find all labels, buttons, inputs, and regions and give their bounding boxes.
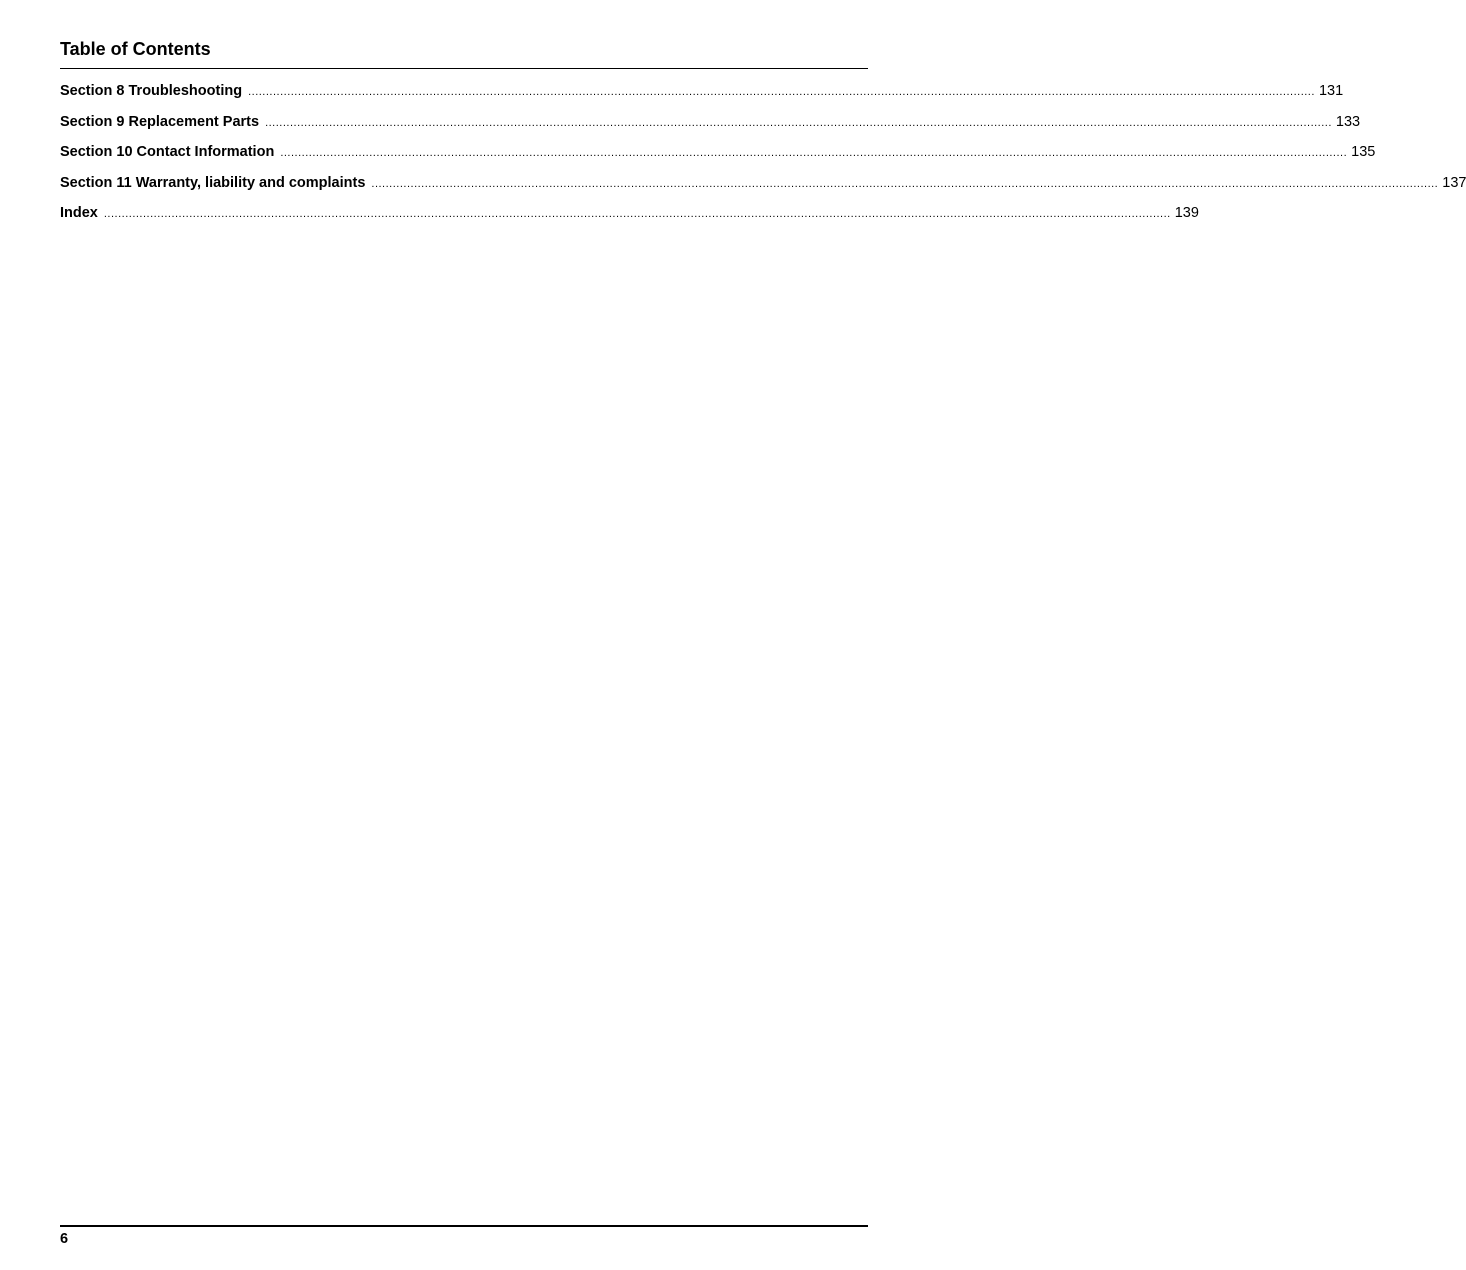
toc-entry-label: Section 10 Contact Information xyxy=(60,144,275,160)
toc-dot-leader: ............................................................................................................................................................................................................................................................................................................ xyxy=(248,86,1315,98)
table-of-contents xyxy=(60,82,1466,235)
toc-entry-label: Section 9 Replacement Parts xyxy=(60,113,260,130)
toc-entry-page: 137 xyxy=(1442,174,1466,191)
toc-entry-label: Section 11 Warranty, liability and complaints xyxy=(60,174,366,191)
toc-dot-leader: ............................................................................................................................................................................................................................................................................................................ xyxy=(103,208,1171,220)
toc-entry-page: 131 xyxy=(1318,83,1344,99)
page-title: Table of Contents xyxy=(60,39,211,59)
toc-entry-page: 133 xyxy=(1335,113,1361,130)
toc-entry-section-11[interactable] xyxy=(60,174,1466,205)
toc-dot-leader: ............................................................................................................................................................................................................................................................................................................ xyxy=(280,147,1348,159)
page-number: 6 xyxy=(60,1231,69,1247)
toc-entry-page: 139 xyxy=(1174,205,1199,221)
toc-entry-section-8[interactable] xyxy=(60,82,1344,113)
toc-entry-section-9[interactable] xyxy=(60,113,1361,144)
toc-entry-label: Section 8 Troubleshooting xyxy=(60,83,243,99)
title-divider xyxy=(60,68,868,69)
footer-divider xyxy=(60,1225,868,1227)
toc-entry-index[interactable] xyxy=(60,204,1199,235)
toc-entry-page: 135 xyxy=(1351,144,1376,160)
toc-entry-label: Index xyxy=(60,205,98,221)
toc-entry-section-10[interactable] xyxy=(60,143,1376,174)
toc-dot-leader: ............................................................................................................................................................................................................................................................................................................ xyxy=(265,116,1332,129)
toc-dot-leader: ............................................................................................................................................................................................................................................................................................................ xyxy=(371,177,1439,190)
